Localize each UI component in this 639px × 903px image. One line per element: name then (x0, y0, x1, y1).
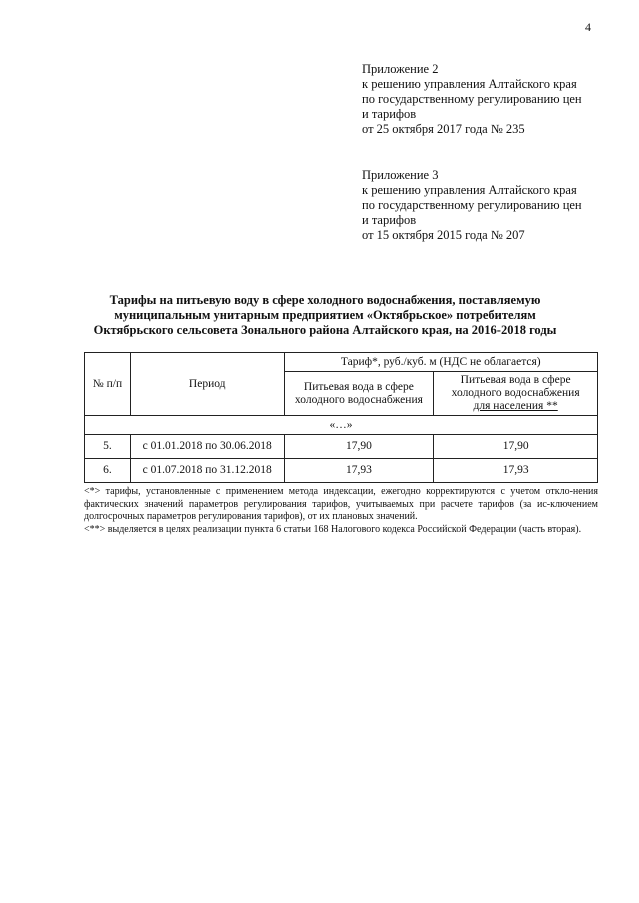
footnote-2: <**> выделяется в целях реализации пункта 6 статьи 168 Налогового кодекса Российской Федерации (часть вторая). (84, 523, 582, 535)
table-row (85, 435, 598, 459)
table-row (85, 459, 598, 483)
cell-number: 6. (85, 459, 131, 483)
cell-water: 17,93 (284, 459, 434, 483)
ellipsis-cell: «…» (85, 416, 598, 435)
appendix-3-line: к решению управления Алтайского края (362, 183, 577, 197)
header-period: Период (130, 353, 284, 416)
header-water-line: Питьевая вода в сфере (303, 380, 414, 393)
table-header-row (85, 353, 598, 372)
header-population-line: холодного водоснабжения (451, 387, 580, 399)
header-tariff: Тариф*, руб./куб. м (НДС не облагается) (284, 353, 597, 372)
appendix-3-title: Приложение 3 (362, 168, 439, 182)
table-row-ellipsis (85, 416, 598, 435)
appendix-3-line: и тарифов (362, 213, 417, 227)
document-title (60, 293, 590, 338)
appendix-2-line: по государственному регулированию цен (362, 92, 582, 106)
appendix-3-block (362, 168, 612, 243)
cell-population: 17,93 (434, 459, 598, 483)
document-title-line: Тарифы на питьевую воду в сфере холодного водоснабжения, поставляемую (109, 293, 541, 307)
page-number: 4 (585, 20, 591, 34)
header-water (284, 372, 434, 416)
tariff-table (84, 352, 598, 483)
appendix-3-line: по государственному регулированию цен (362, 198, 582, 212)
document-title-line: Октябрьского сельсовета Зонального района Алтайского края, на 2016-2018 годы (93, 323, 557, 337)
header-population-line: Питьевая вода в сфере (460, 374, 571, 386)
appendix-3-line: от 15 октября 2015 года № 207 (362, 228, 525, 242)
appendix-2-line: от 25 октября 2017 года № 235 (362, 122, 525, 136)
cell-period: с 01.01.2018 по 30.06.2018 (130, 435, 284, 459)
cell-water: 17,90 (284, 435, 434, 459)
appendix-2-line: к решению управления Алтайского края (362, 77, 577, 91)
header-number: № п/п (85, 353, 131, 416)
document-title-line: муниципальным унитарным предприятием «Октябрьское» потребителям (114, 308, 536, 322)
footnotes (84, 486, 598, 536)
footnote-1: <*> тарифы, установленные с применением метода индексации, ежегодно корректируются с учетом откло-нения фактических значений параметров регулирования тарифов, учитываемых при расчете тарифов (за ис-ключением долгосрочных параметров регулирования тарифов), от их плановых значений. (84, 486, 598, 522)
header-population-line: для населения ** (473, 400, 558, 412)
header-population (434, 372, 598, 416)
appendix-2-line: и тарифов (362, 107, 417, 121)
cell-period: с 01.07.2018 по 31.12.2018 (130, 459, 284, 483)
cell-number: 5. (85, 435, 131, 459)
cell-population: 17,90 (434, 435, 598, 459)
header-water-line: холодного водоснабжения (294, 393, 423, 406)
appendix-2-block (362, 62, 612, 137)
appendix-2-title: Приложение 2 (362, 62, 439, 76)
